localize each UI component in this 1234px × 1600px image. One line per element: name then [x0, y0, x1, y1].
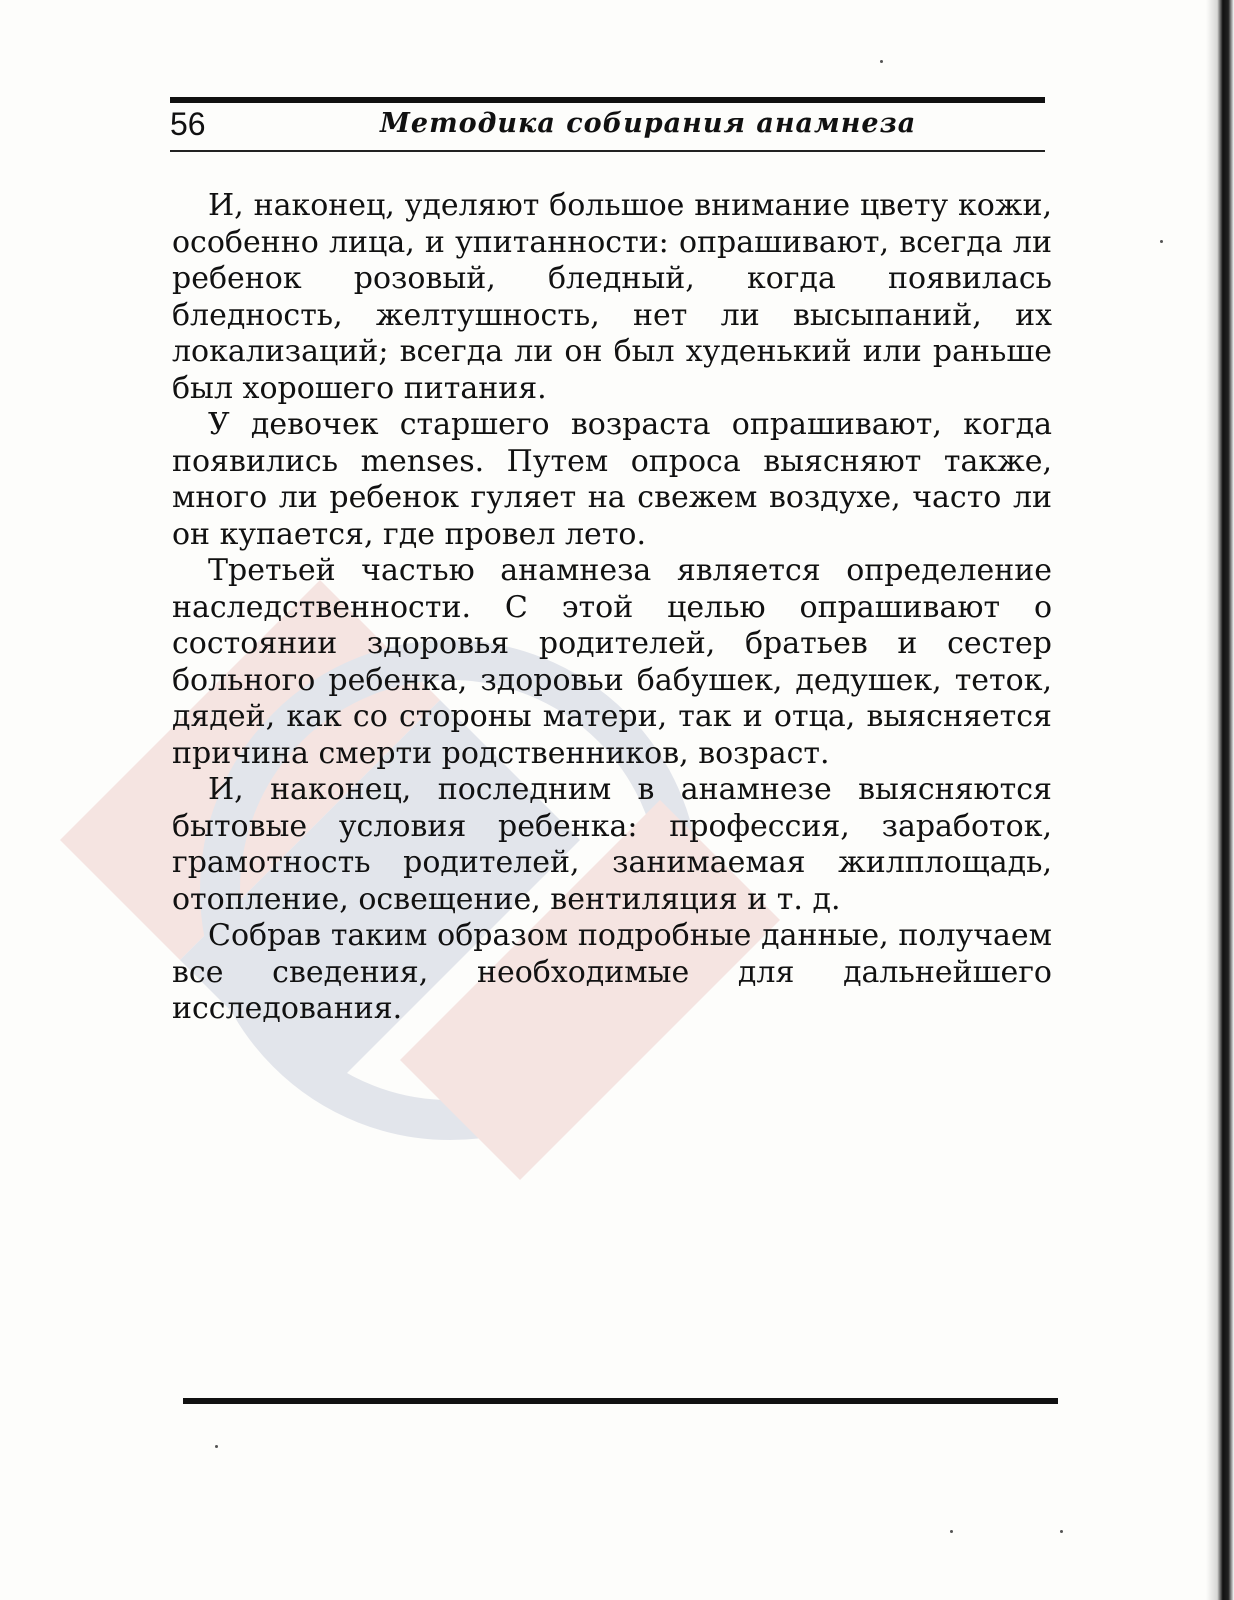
paragraph: Третьей частью анамнеза является определение наследственности. С этой целью опрашивают о состоянии здоровья родителей, братьев и сестер больного ребенка, здоровьи бабушек, дедушек, теток, дядей, как со стороны матери, так и отца, выясняется причина смерти родственников, возраст. — [172, 553, 1052, 771]
header-top-rule — [170, 97, 1045, 103]
paragraph: И, наконец, уделяют большое внимание цвету кожи, особенно лица, и упитанности: опрашивают, всегда ли ребенок розовый, бледный, когда появилась бледность, желтушность, нет ли высыпаний, их локализаций; всегда ли он был худенький или раньше был хорошего питания. — [172, 188, 1052, 406]
scan-speck — [950, 1530, 953, 1533]
scan-border — [1206, 0, 1234, 1600]
body-text — [172, 188, 1052, 1028]
paragraph: И, наконец, последним в анамнезе выясняются бытовые условия ребенка: профессия, заработок, грамотность родителей, занимаемая жилплощадь, отопление, освещение, вентиляция и т. д. — [172, 772, 1052, 917]
paragraph: Собрав таким образом подробные данные, получаем все сведения, необходимые для дальнейшего исследования. — [172, 918, 1052, 1026]
scan-speck — [880, 60, 883, 63]
paragraph: У девочек старшего возраста опрашивают, когда появились menses. Путем опроса выясняют также, много ли ребенок гуляет на свежем воздухе, часто ли он купается, где провел лето. — [172, 407, 1052, 552]
scan-speck — [1060, 1530, 1063, 1533]
header-bottom-rule — [170, 150, 1045, 152]
footer-rule — [183, 1398, 1058, 1404]
page-number: 56 — [170, 106, 206, 142]
scan-speck — [215, 1445, 218, 1448]
page-header — [170, 104, 1045, 150]
running-title: Методика собирания анамнеза — [380, 108, 917, 139]
scan-speck — [1160, 240, 1163, 243]
